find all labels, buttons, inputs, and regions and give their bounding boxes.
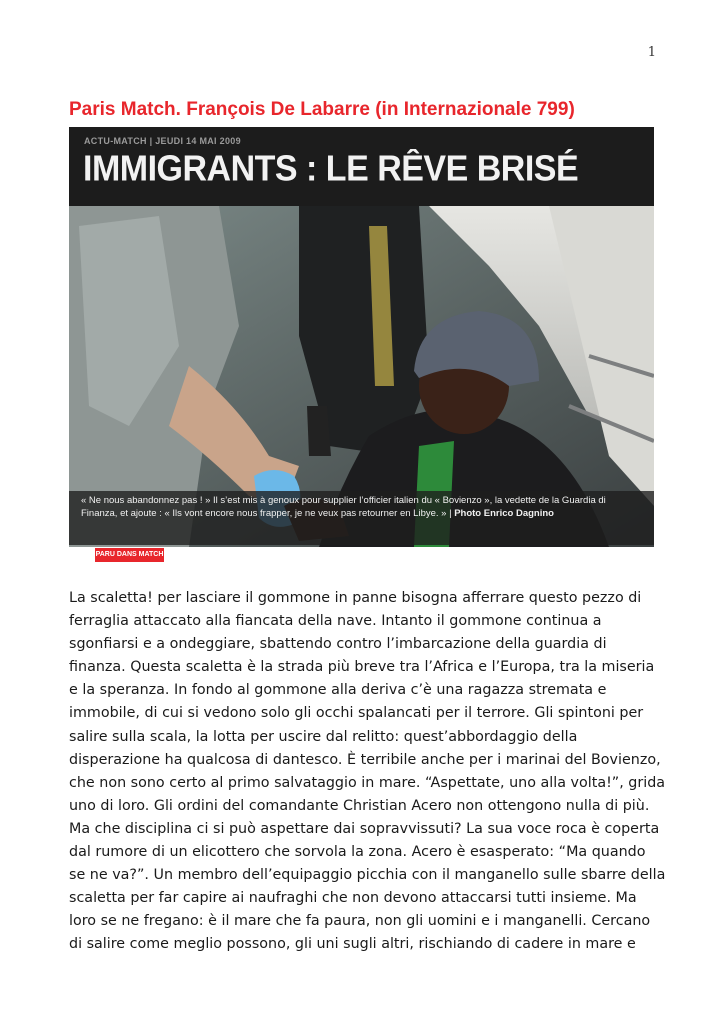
body-line: sgonfiarsi e a ondeggiare, sbattendo contro l’imbarcazione della guardia di [69,636,607,653]
body-line: se ne va?”. Un membro dell’equipaggio picchia con il manganello sulle sbarre della [69,867,666,884]
photo-caption [69,491,654,545]
body-line: dal rumore di un elicottero che sorvola la zona. Acero è esasperato: “Ma quando [69,844,646,861]
news-photo-figure [69,127,654,547]
article-body [69,587,666,957]
kicker-text: ACTU-MATCH | JEUDI 14 MAI 2009 [84,136,241,146]
body-line: uno di loro. Gli ordini del comandante Christian Acero non ottengono nulla di più. [69,797,650,814]
body-line: che non sono certo al primo salvataggio in mare. “Aspettate, uno alla volta!”, grida [69,774,666,791]
paru-dans-match-badge: PARU DANS MATCH [95,548,164,562]
photo-headline: IMMIGRANTS : LE RÊVE BRISÉ [83,149,579,189]
body-line: immobile, di cui si vedono solo gli occhi spalancati per il terrore. Gli spintoni per [69,705,644,722]
body-line: salire sulla scala, la lotta per uscire dal relitto: quest’abbordaggio della [69,728,578,745]
body-line: ferraglia attaccato alla fiancata della nave. Intanto il gommone continua a [69,613,602,630]
body-line: loro se ne fregano: è il mare che fa paura, non gli uomini e i manganelli. Cercano [69,913,651,930]
photo-credit: Photo Enrico Dagnino [454,508,554,519]
body-line: di salire come meglio possono, gli uni sugli altri, rischiando di cadere in mare e [69,936,636,953]
body-line: La scaletta! per lasciare il gommone in panne bisogna afferrare questo pezzo di [69,590,642,606]
body-line: Ma che disciplina ci si può aspettare dai sopravvissuti? La sua voce roca è coperta [69,820,660,837]
body-line: e la speranza. In fondo al gommone alla deriva c’è una ragazza stremata e [69,682,607,699]
body-line: disperazione ha qualcosa di dantesco. È terribile anche per i marinai del Bovienzo, [69,751,661,768]
article-title: Paris Match. François De Labarre (in Internazionale 799) [69,99,575,120]
caption-text: « Ne nous abandonnez pas ! » Il s’est mis à genoux pour supplier l’officier italien du « Bovienzo », la vedette de la Guardia di Finanza, et ajoute : « Ils vont encore nous frapper, je ne veux pas retourner en Libye. » | [81,495,606,519]
body-line: scaletta per far capire ai naufraghi che non devono attaccarsi tutti insieme. Ma [69,890,637,907]
headline-banner [69,127,654,206]
body-line: finanza. Questa scaletta è la strada più breve tra l’Africa e l’Europa, tra la miseria [69,659,655,676]
page-number: 1 [647,45,656,60]
